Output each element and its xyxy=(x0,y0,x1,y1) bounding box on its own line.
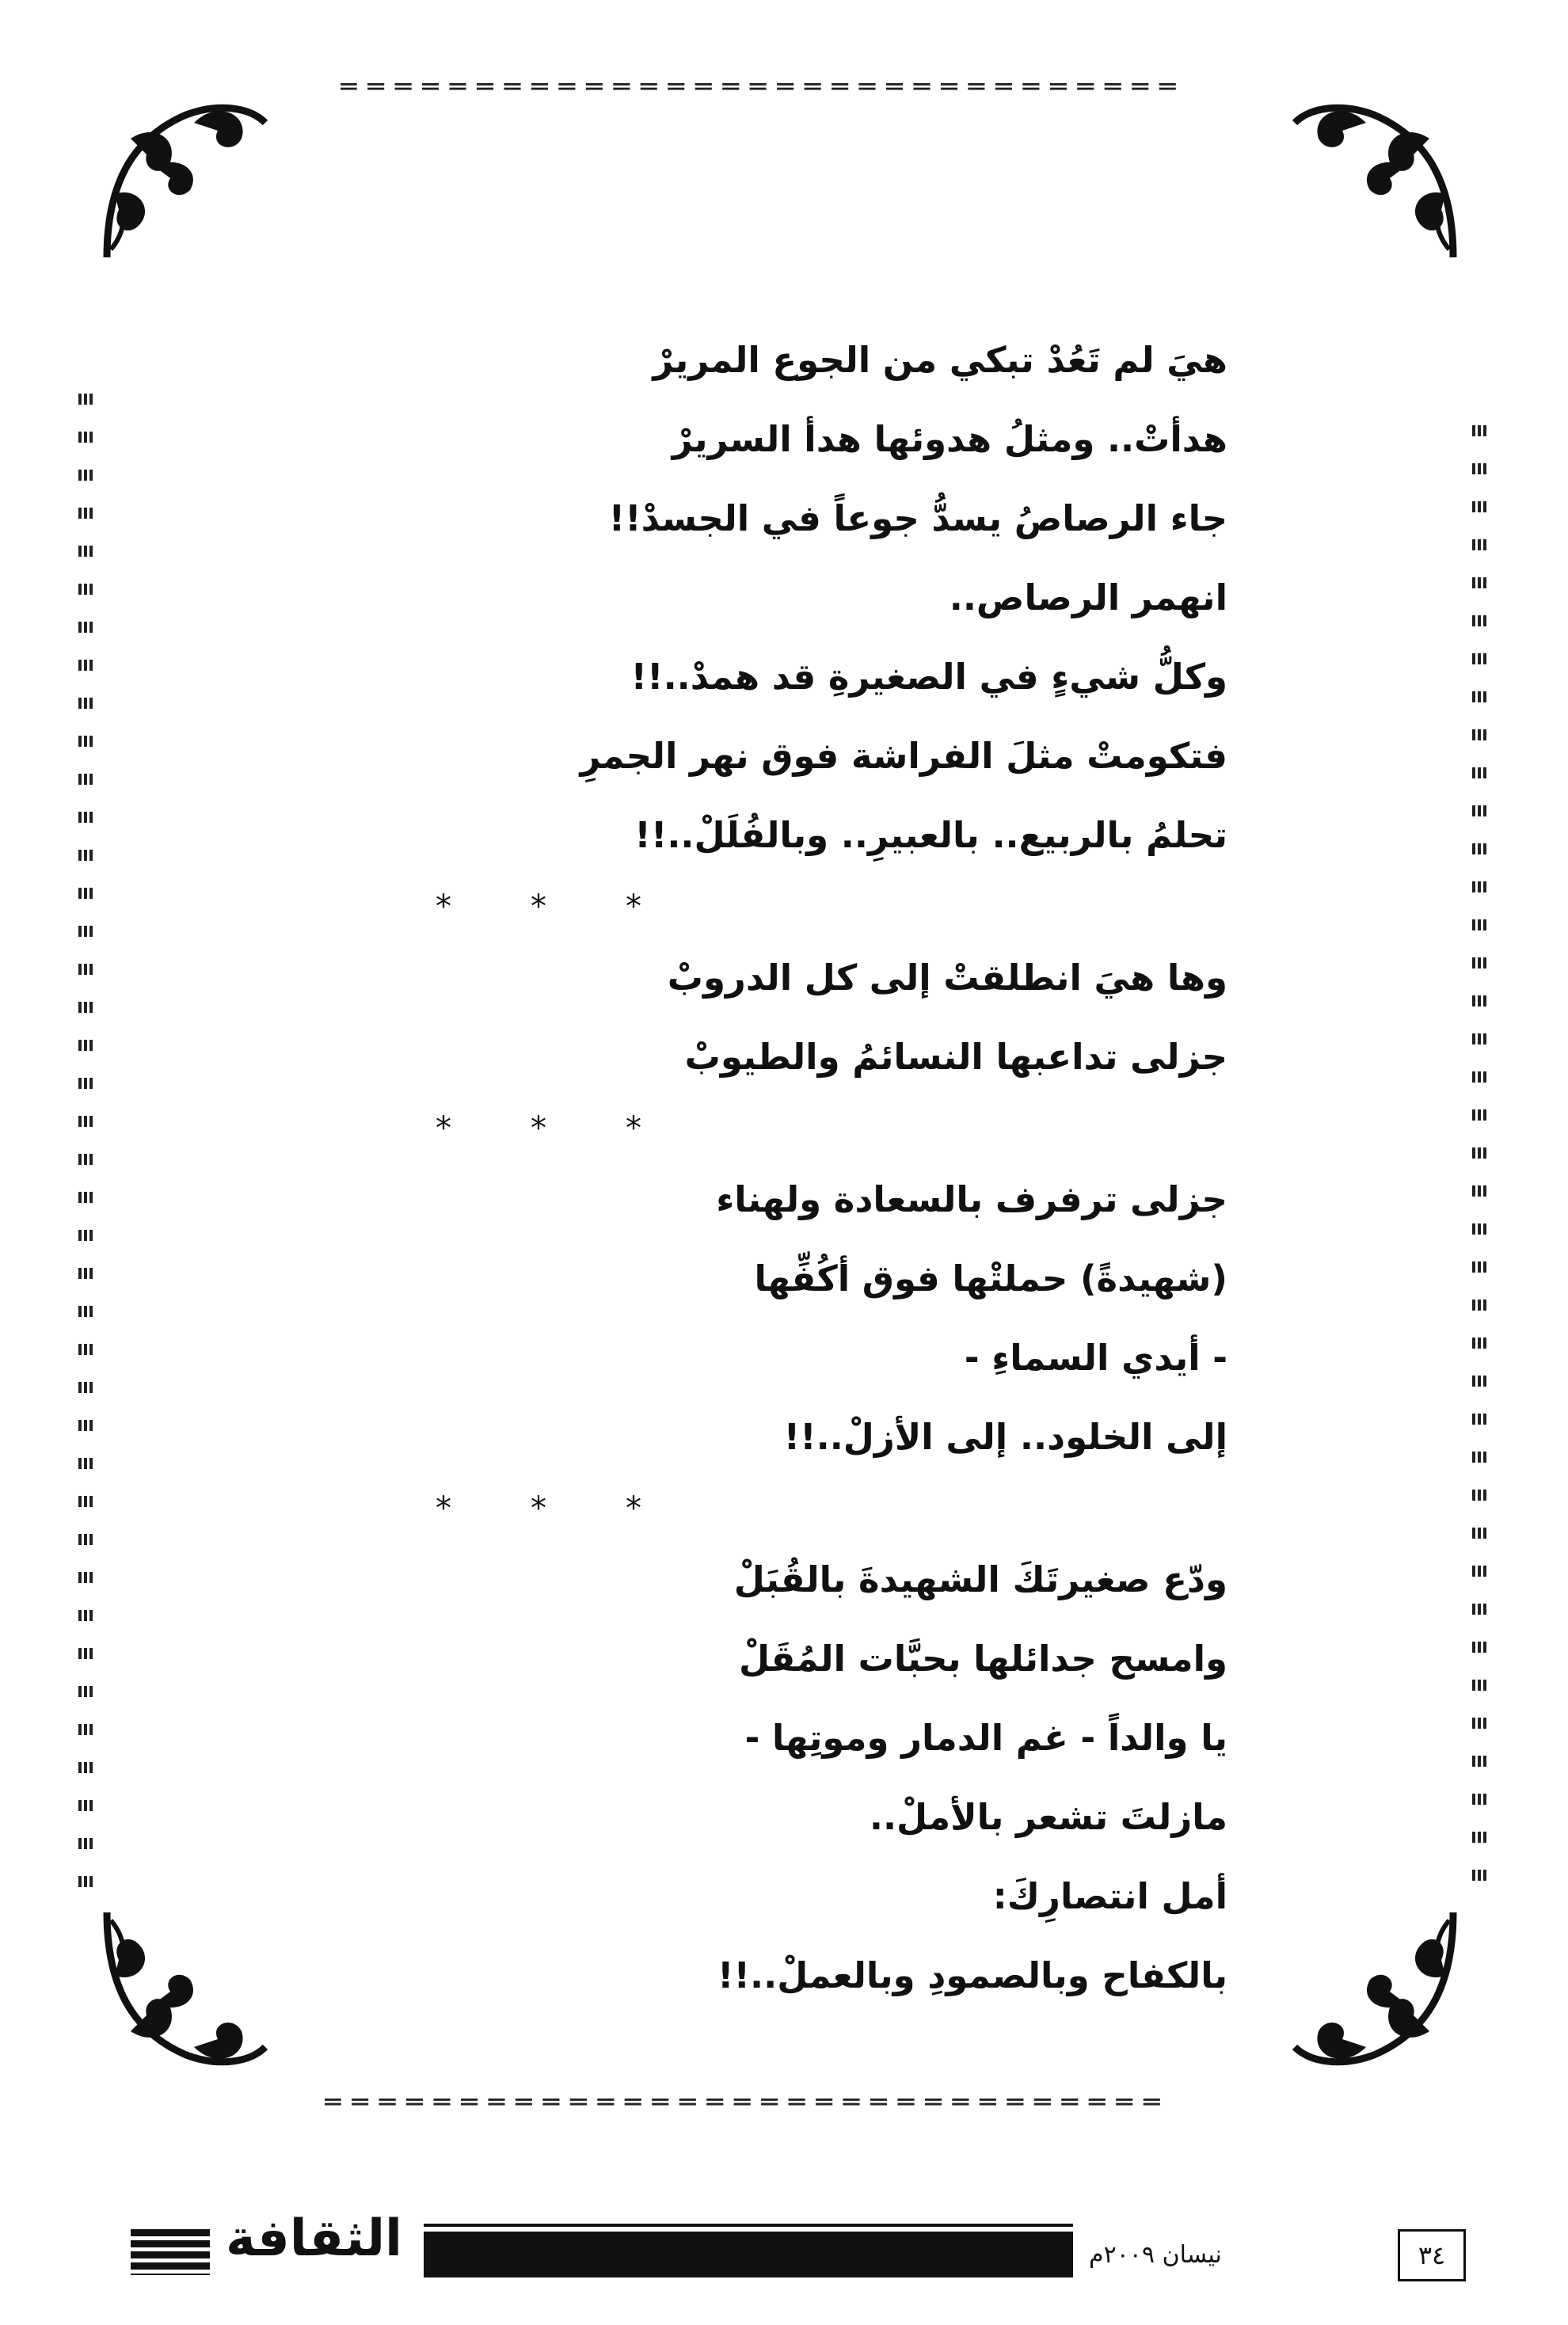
poem-line: هيَ لم تَعُدْ تبكي من الجوع المريرْ xyxy=(653,339,1227,381)
poem-line: إلى الخلود.. إلى الأزلْ..!! xyxy=(783,1416,1227,1458)
poem-line: انهمر الرصاص.. xyxy=(949,576,1227,618)
poem-line: ودّع صغيرتَكَ الشهيدةَ بالقُبَلْ xyxy=(733,1558,1227,1600)
bottom-border: ═══════════════════════════════ xyxy=(325,2091,1171,2114)
separator-star: * xyxy=(626,889,641,925)
footer-stripes-left xyxy=(131,2229,210,2275)
poem-line: وامسح جدائلها بحبَّات المُقَلْ xyxy=(738,1638,1227,1680)
poem-line: - أيدي السماءِ - xyxy=(964,1337,1227,1379)
poem-line: هدأتْ.. ومثلُ هدوئها هدأ السريرْ xyxy=(672,418,1227,460)
poem-line: أمل انتصارِكَ: xyxy=(992,1875,1227,1917)
stanza-separator xyxy=(436,1477,1022,1540)
right-border xyxy=(1469,412,1490,1894)
poem-line: بالكفاح وبالصمودِ وبالعملْ..!! xyxy=(717,1954,1227,1996)
separator-star: * xyxy=(531,889,546,925)
top-left-corner-ornament-icon xyxy=(99,91,273,265)
poem-line: فتكومتْ مثلَ الفراشة فوق نهر الجمرِ xyxy=(580,735,1227,777)
page-footer xyxy=(131,2209,1449,2289)
issue-date: نيسان ٢٠٠٩م xyxy=(1089,2241,1222,2269)
separator-star: * xyxy=(436,1110,451,1147)
left-border xyxy=(75,380,96,1901)
magazine-title: الثقافة xyxy=(226,2209,402,2268)
poem-line: وكلُّ شيءٍ في الصغيرةِ قد همدْ..!! xyxy=(630,656,1227,698)
top-right-corner-ornament-icon xyxy=(1287,91,1461,265)
poem-body xyxy=(436,321,1227,2015)
poem-line: مازلتَ تشعر بالأملْ.. xyxy=(869,1796,1227,1838)
stanza-separator xyxy=(436,875,1022,938)
poem-line: وها هيَ انطلقتْ إلى كل الدروبْ xyxy=(667,957,1227,999)
separator-star: * xyxy=(626,1490,641,1527)
poem-line: جزلى ترفرف بالسعادة ولهناء xyxy=(716,1178,1227,1220)
separator-star: * xyxy=(531,1110,546,1147)
poem-line: جزلى تداعبها النسائمُ والطيوبْ xyxy=(684,1036,1227,1078)
separator-star: * xyxy=(436,1490,451,1527)
separator-star: * xyxy=(531,1490,546,1527)
poem-line: (شهيدةً) حملتْها فوق أكُفِّها xyxy=(754,1258,1227,1299)
page-number: ٣٤ xyxy=(1398,2229,1466,2281)
poem-line: تحلمُ بالربيع.. بالعبيرِ.. وبالفُلَلْ..!! xyxy=(634,814,1227,856)
bottom-right-corner-ornament-icon xyxy=(1287,1905,1461,2079)
stanza-separator xyxy=(436,1097,1022,1160)
footer-bar xyxy=(424,2232,1073,2277)
poem-line: جاء الرصاصُ يسدُّ جوعاً في الجسدْ!! xyxy=(608,497,1227,539)
top-border: ═══════════════════════════════ xyxy=(341,75,1187,99)
separator-star: * xyxy=(436,889,451,925)
bottom-left-corner-ornament-icon xyxy=(99,1905,273,2079)
separator-star: * xyxy=(626,1110,641,1147)
poem-line: يا والداً - غم الدمار وموتِها - xyxy=(744,1717,1227,1759)
